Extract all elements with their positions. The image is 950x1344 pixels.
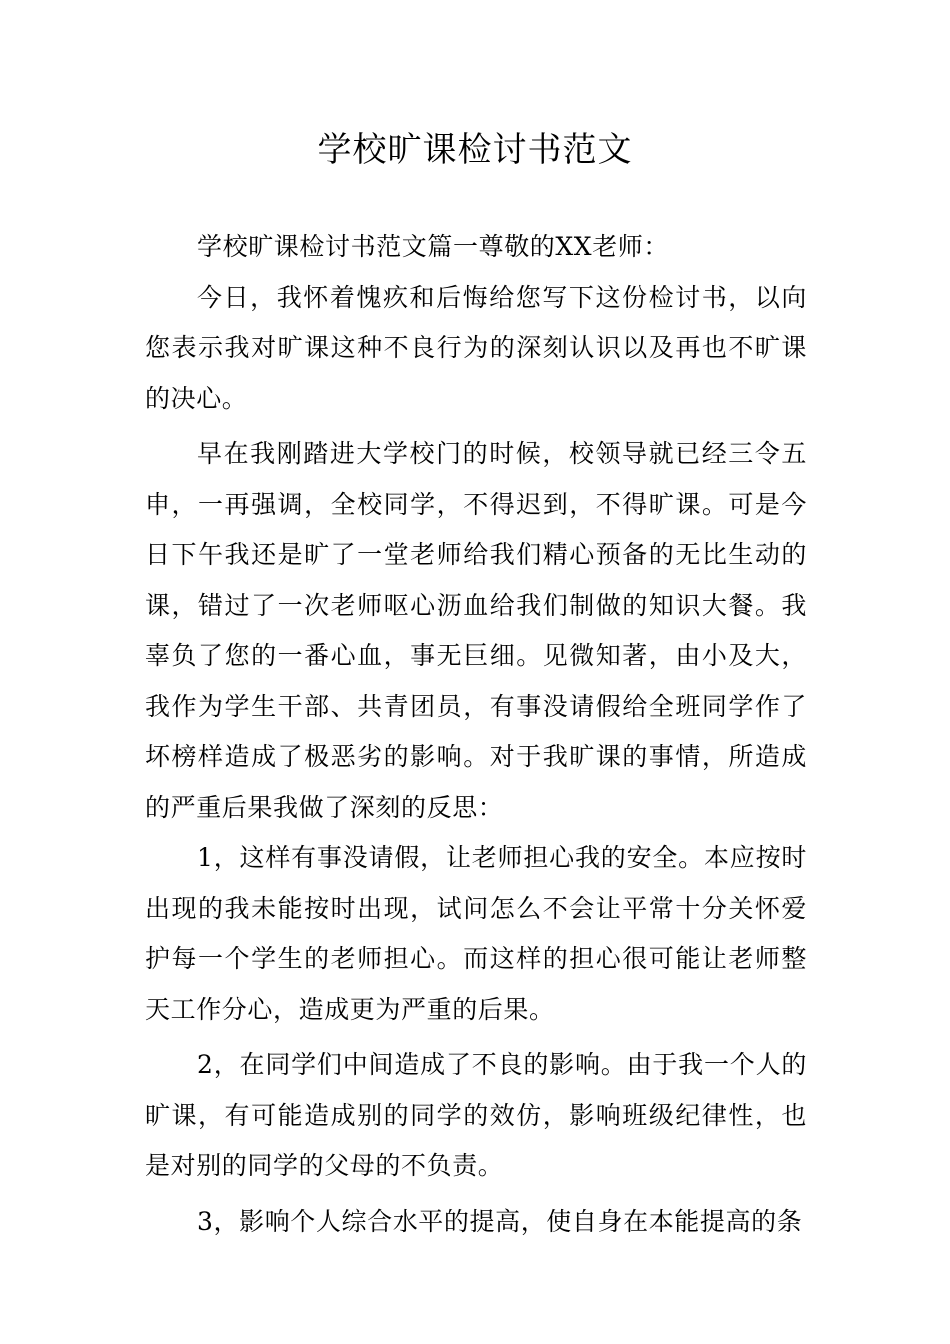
document-title: 学校旷课检讨书范文 — [317, 130, 633, 170]
paragraph-point-3: 3，影响个人综合水平的提高，使自身在本能提高的条 — [197, 1206, 803, 1236]
paragraph-greeting: 学校旷课检讨书范文篇一尊敬的XX老师： — [197, 232, 669, 261]
document-body — [145, 222, 807, 1247]
paragraph-point-2: 2，在同学们中间造成了不良的影响。由于我一个人的旷课，有可能造成别的同学的效仿，影响班级纪律性，也是对别的同学的父母的不负责。 — [145, 1050, 807, 1180]
paragraph-background: 早在我刚踏进大学校门的时候，校领导就已经三令五申，一再强调，全校同学，不得迟到，不得旷课。可是今日下午我还是旷了一堂老师给我们精心预备的无比生动的课，错过了一次老师呕心沥血给我们制做的知识大餐。我辜负了您的一番心血，事无巨细。见微知著，由小及大，我作为学生干部、共青团员，有事没请假给全班同学作了坏榜样造成了极恶劣的影响。对于我旷课的事情，所造成的严重后果我做了深刻的反思： — [145, 439, 807, 822]
paragraph-point-1: 1，这样有事没请假，让老师担心我的安全。本应按时出现的我未能按时出现，试问怎么不会让平常十分关怀爱护每一个学生的老师担心。而这样的担心很可能让老师整天工作分心，造成更为严重的后果。 — [145, 843, 807, 1024]
paragraph-intro: 今日，我怀着愧疚和后悔给您写下这份检讨书，以向您表示我对旷课这种不良行为的深刻认识以及再也不旷课的决心。 — [145, 282, 807, 413]
